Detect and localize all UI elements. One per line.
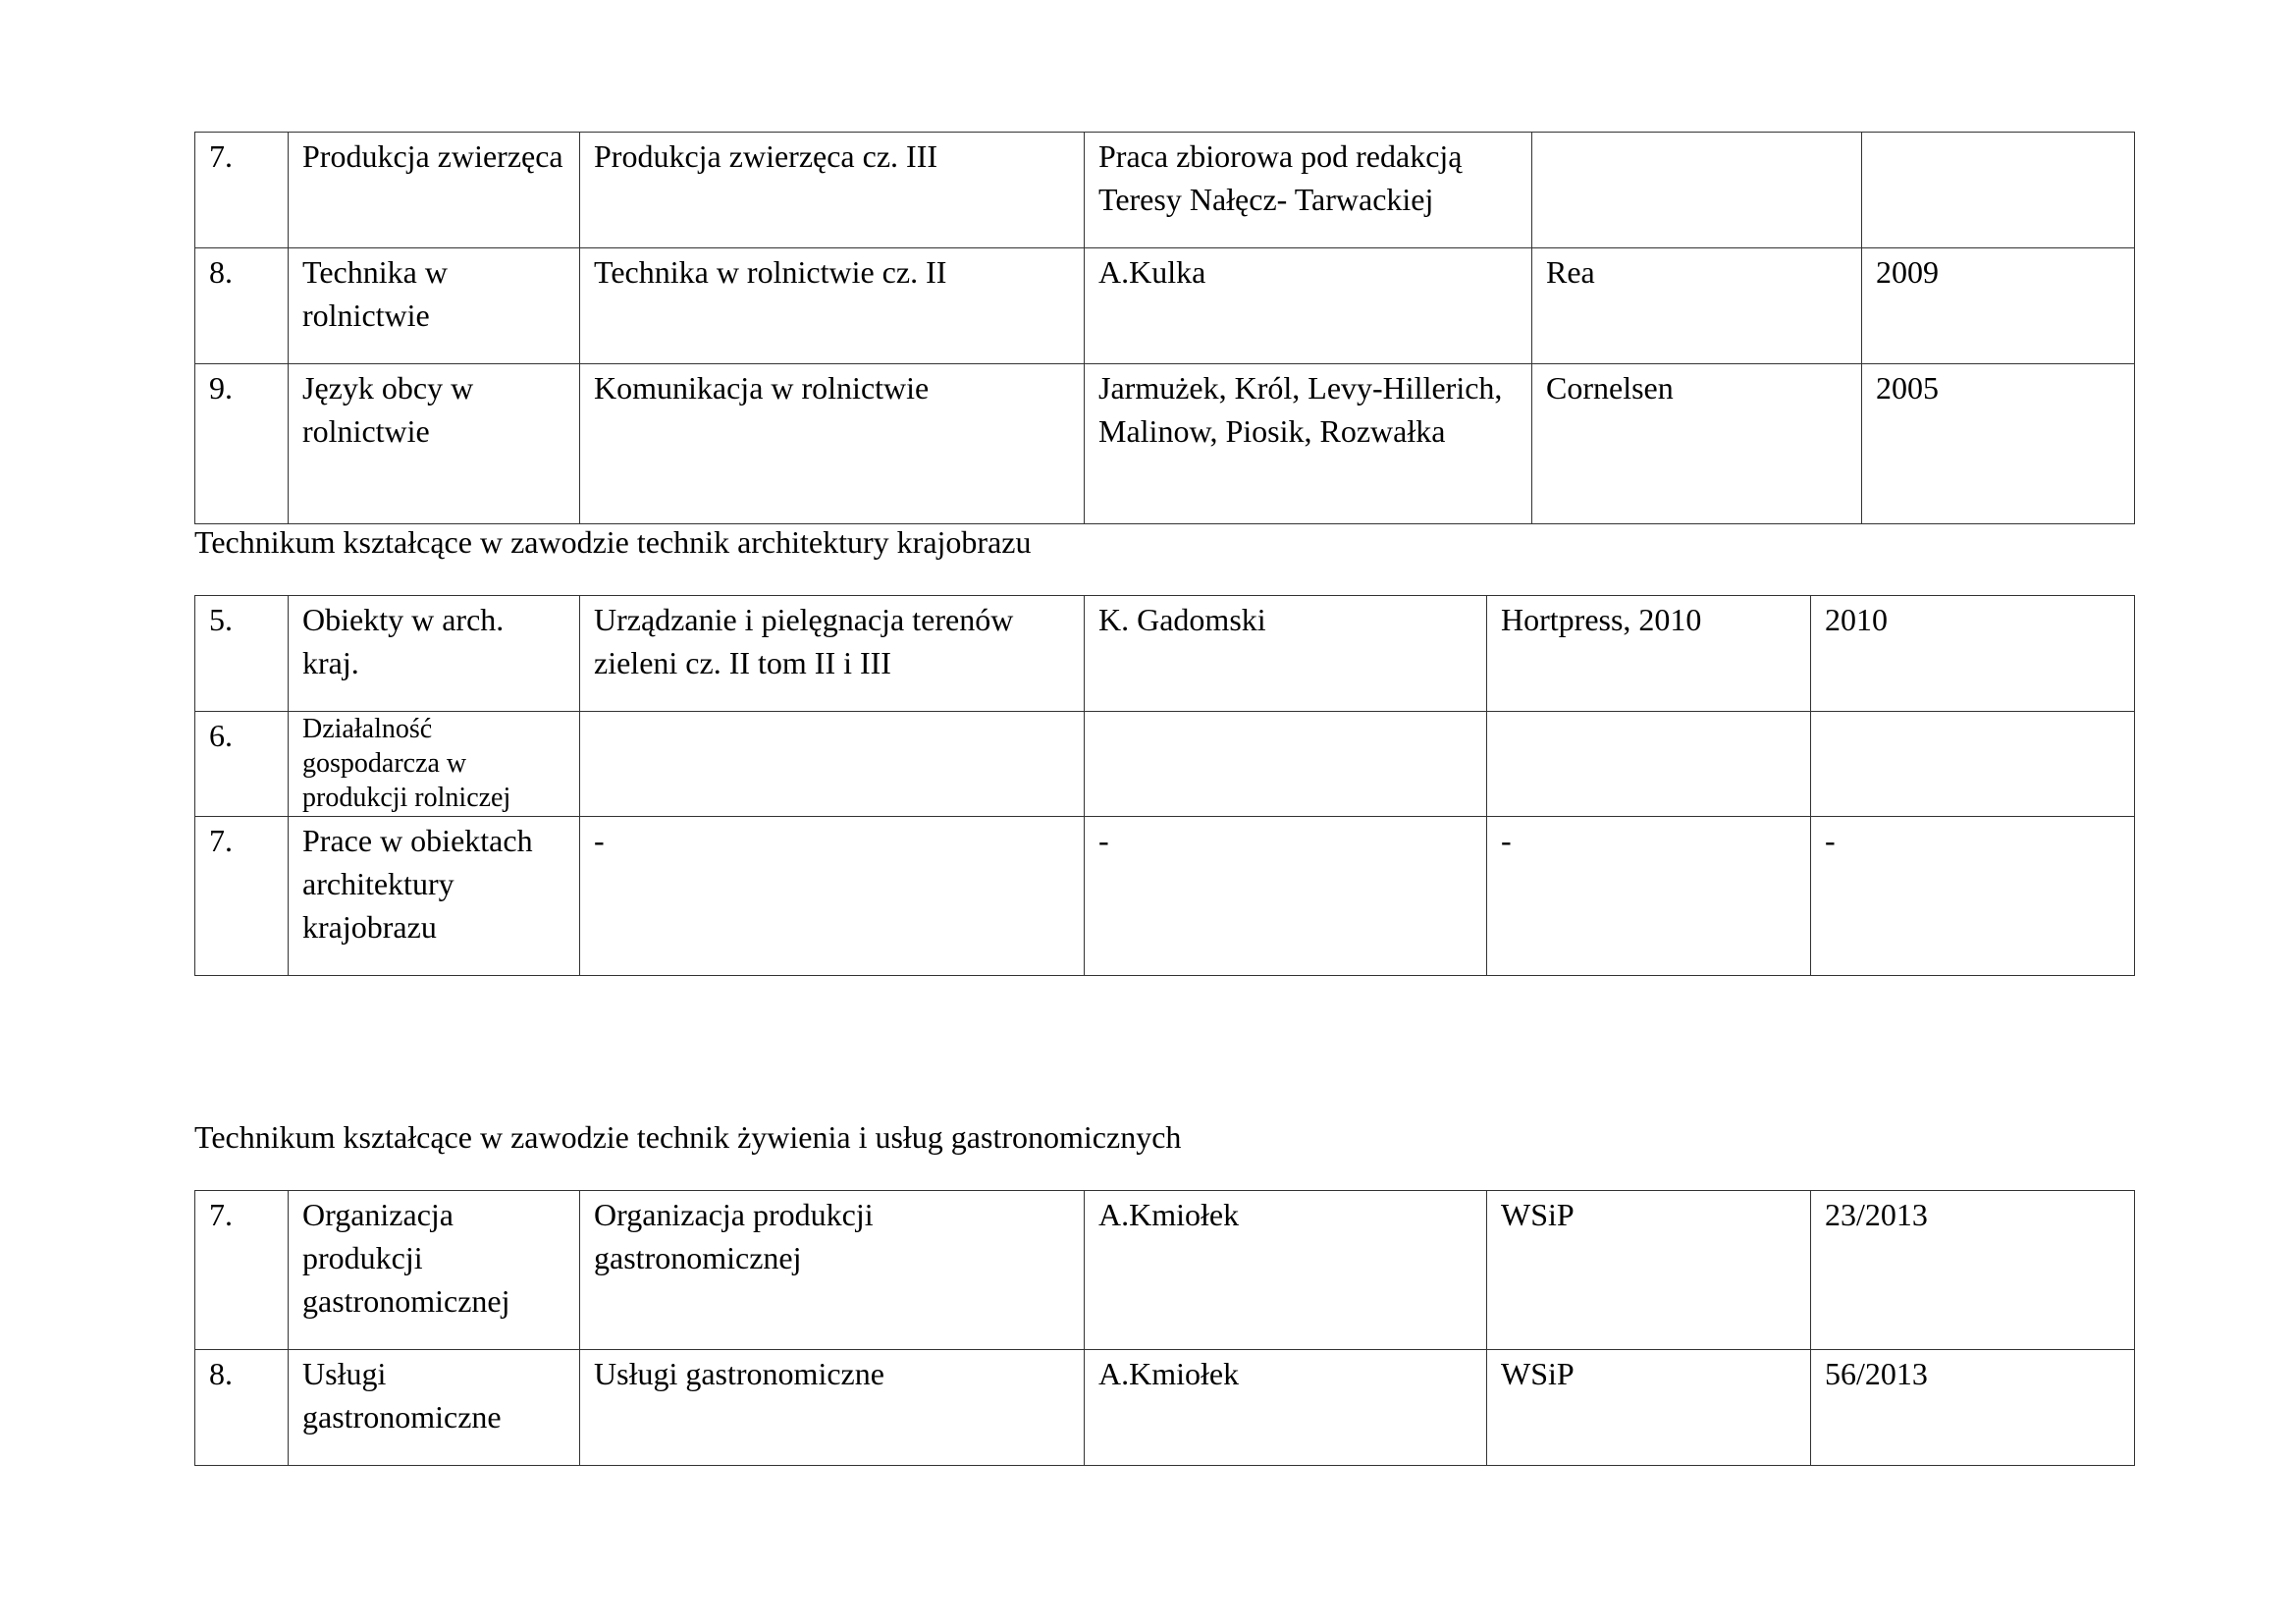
- section-caption-landscape-architecture: Technikum kształcące w zawodzie technik architektury krajobrazu: [194, 524, 1032, 560]
- publisher-cell: Cornelsen: [1532, 364, 1862, 524]
- textbook-table-landscape-architecture: [194, 595, 2135, 976]
- year-cell: 23/2013: [1811, 1191, 2135, 1350]
- subject-cell: Produkcja zwierzęca: [289, 133, 580, 248]
- row-number: 5.: [195, 596, 289, 712]
- table-row: [195, 596, 2135, 712]
- table-row: [195, 1191, 2135, 1350]
- row-number: 7.: [195, 133, 289, 248]
- textbook-title-cell: Produkcja zwierzęca cz. III: [580, 133, 1085, 248]
- table-row: [195, 817, 2135, 976]
- author-cell: Jarmużek, Król, Levy-Hillerich, Malinow, Piosik, Rozwałka: [1085, 364, 1532, 524]
- subject-cell: Prace w obiektach architektury krajobrazu: [289, 817, 580, 976]
- subject-cell: Język obcy w rolnictwie: [289, 364, 580, 524]
- textbook-title-cell: Urządzanie i pielęgnacja terenów zieleni cz. II tom II i III: [580, 596, 1085, 712]
- table-row: [195, 133, 2135, 248]
- author-cell: A.Kmiołek: [1085, 1350, 1487, 1466]
- table-row: [195, 248, 2135, 364]
- author-cell: [1085, 712, 1487, 817]
- table-row: [195, 364, 2135, 524]
- publisher-cell: -: [1487, 817, 1811, 976]
- year-cell: 2009: [1862, 248, 2135, 364]
- textbook-table-agriculture: [194, 132, 2135, 524]
- author-cell: -: [1085, 817, 1487, 976]
- publisher-cell: Hortpress, 2010: [1487, 596, 1811, 712]
- subject-cell: Usługi gastronomiczne: [289, 1350, 580, 1466]
- publisher-cell: WSiP: [1487, 1350, 1811, 1466]
- year-cell: 2010: [1811, 596, 2135, 712]
- textbook-title-cell: Usługi gastronomiczne: [580, 1350, 1085, 1466]
- publisher-cell: Rea: [1532, 248, 1862, 364]
- publisher-cell: WSiP: [1487, 1191, 1811, 1350]
- section-caption-catering: Technikum kształcące w zawodzie technik żywienia i usług gastronomicznych: [194, 1119, 1182, 1155]
- table-row: [195, 712, 2135, 817]
- author-cell: Praca zbiorowa pod redakcją Teresy Nałęcz- Tarwackiej: [1085, 133, 1532, 248]
- author-cell: K. Gadomski: [1085, 596, 1487, 712]
- textbook-title-cell: [580, 712, 1085, 817]
- year-cell: 56/2013: [1811, 1350, 2135, 1466]
- textbook-title-cell: Organizacja produkcji gastronomicznej: [580, 1191, 1085, 1350]
- row-number: 8.: [195, 248, 289, 364]
- publisher-cell: [1532, 133, 1862, 248]
- textbook-table-catering: [194, 1190, 2135, 1466]
- row-number: 7.: [195, 1191, 289, 1350]
- textbook-title-cell: -: [580, 817, 1085, 976]
- subject-cell: Działalność gospodarcza w produkcji rolniczej: [289, 712, 580, 817]
- author-cell: A.Kmiołek: [1085, 1191, 1487, 1350]
- year-cell: [1862, 133, 2135, 248]
- subject-cell: Organizacja produkcji gastronomicznej: [289, 1191, 580, 1350]
- year-cell: -: [1811, 817, 2135, 976]
- textbook-title-cell: Komunikacja w rolnictwie: [580, 364, 1085, 524]
- publisher-cell: [1487, 712, 1811, 817]
- subject-cell: Obiekty w arch. kraj.: [289, 596, 580, 712]
- table-row: [195, 1350, 2135, 1466]
- row-number: 9.: [195, 364, 289, 524]
- author-cell: A.Kulka: [1085, 248, 1532, 364]
- row-number: 7.: [195, 817, 289, 976]
- year-cell: [1811, 712, 2135, 817]
- row-number: 8.: [195, 1350, 289, 1466]
- year-cell: 2005: [1862, 364, 2135, 524]
- row-number: 6.: [195, 712, 289, 817]
- subject-cell: Technika w rolnictwie: [289, 248, 580, 364]
- textbook-title-cell: Technika w rolnictwie cz. II: [580, 248, 1085, 364]
